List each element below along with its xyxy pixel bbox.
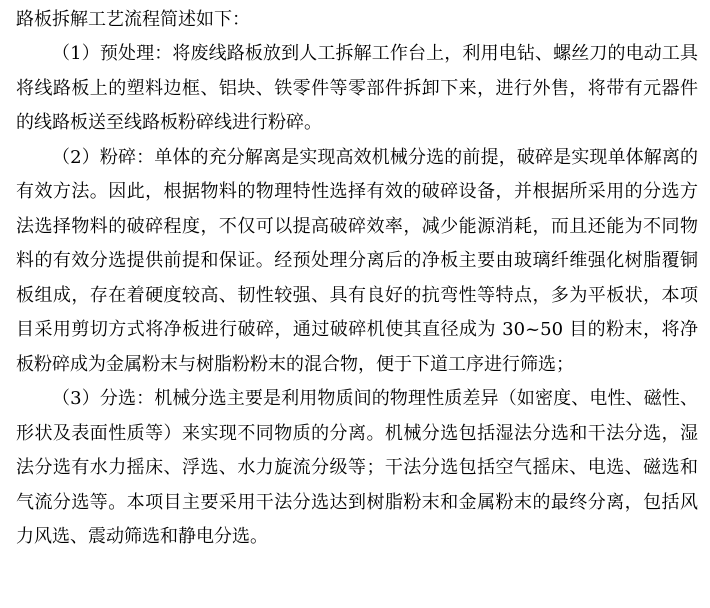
paragraph-preprocessing: （1）预处理：将废线路板放到人工拆解工作台上，利用电钻、螺丝刀的电动工具将线路板上的塑料边框、铝块、铁零件等零部件拆卸下来，进行外售，将带有元器件的线路板送至线路板粉碎线进行粉碎。 bbox=[16, 43, 698, 133]
paragraph-crushing: （2）粉碎：单体的充分解离是实现高效机械分选的前提，破碎是实现单体解离的有效方法。因此，根据物料的物理特性选择有效的破碎设备，并根据所采用的分选方法选择物料的破碎程度，不仅可以提高破碎效率，减少能源消耗，而且还能为不同物料的有效分选提供前提和保证。经预处理分离后的净板主要由玻璃纤维强化树脂覆铜板组成，存在着硬度较高、韧性较强、具有良好的抗弯性等特点，多为平板状，本项目采用剪切方式将净板进行破碎，通过破碎机使其直径成为 30~50 目的粉末，将净板粉碎成为金属粉末与树脂粉粉末的混合物，便于下道工序进行筛选； bbox=[16, 146, 698, 375]
section-heading: 路板拆解工艺流程简述如下： bbox=[16, 9, 250, 30]
paragraph-separation: （3）分选：机械分选主要是利用物质间的物理性质差异（如密度、电性、磁性、形状及表面性质等）来实现不同物质的分离。机械分选包括湿法分选和干法分选，湿法分选有水力摇床、浮选、水力旋流分级等；干法分选包括空气摇床、电选、磁选和气流分选等。本项目主要采用干法分选达到树脂粉末和金属粉末的最终分离，包括风力风选、震动筛选和静电分选。 bbox=[16, 388, 698, 547]
